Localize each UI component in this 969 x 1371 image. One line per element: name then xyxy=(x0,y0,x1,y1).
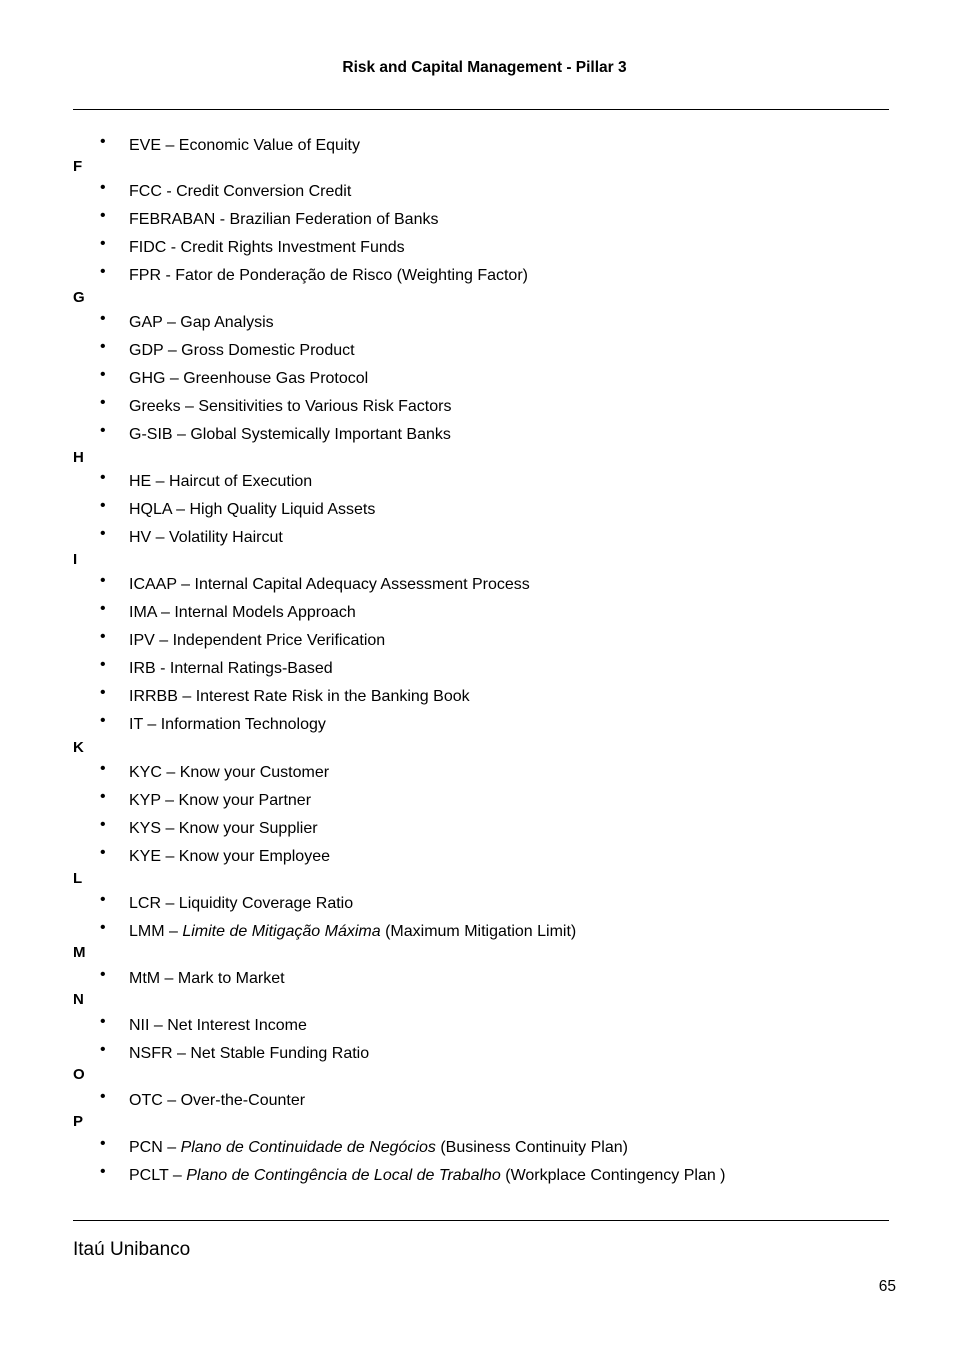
section-letter-h: H xyxy=(73,449,84,466)
bullet-icon: • xyxy=(100,310,106,327)
list-item-text: GHG – Greenhouse Gas Protocol xyxy=(129,370,369,387)
section-letter-k: K xyxy=(73,739,84,756)
page-number: 65 xyxy=(878,1278,896,1295)
bullet-icon: • xyxy=(100,628,106,645)
bullet-icon: • xyxy=(100,179,106,196)
list-item-text: GDP – Gross Domestic Product xyxy=(129,342,355,359)
list-item-text: IMA – Internal Models Approach xyxy=(129,604,356,621)
list-item-text: LCR – Liquidity Coverage Ratio xyxy=(129,895,354,912)
list-item-text: KYE – Know your Employee xyxy=(129,848,330,865)
list-item-text: NSFR – Net Stable Funding Ratio xyxy=(129,1045,370,1062)
bullet-icon: • xyxy=(100,338,106,355)
bullet-icon: • xyxy=(100,816,106,833)
bullet-icon: • xyxy=(100,1041,106,1058)
bullet-icon: • xyxy=(100,760,106,777)
list-item-text: MtM – Mark to Market xyxy=(129,970,285,987)
page-header-title: Risk and Capital Management - Pillar 3 xyxy=(342,59,627,76)
section-letter-l: L xyxy=(73,870,83,887)
bullet-icon: • xyxy=(100,422,106,439)
bullet-icon: • xyxy=(100,133,106,150)
term-portuguese: Plano de Continuidade de Negócios xyxy=(180,1139,436,1156)
term-english: (Workplace Contingency Plan ) xyxy=(500,1167,726,1184)
list-item-text: FCC - Credit Conversion Credit xyxy=(129,183,352,200)
list-item-text: FIDC - Credit Rights Investment Funds xyxy=(129,239,405,256)
term-english: (Business Continuity Plan) xyxy=(435,1139,628,1156)
list-item-text xyxy=(129,1166,726,1186)
section-letter-f: F xyxy=(73,158,83,175)
bullet-icon: • xyxy=(100,919,106,936)
list-item-text: HQLA – High Quality Liquid Assets xyxy=(129,501,376,518)
list-item-text: IRB - Internal Ratings-Based xyxy=(129,660,333,677)
bullet-icon: • xyxy=(100,1088,106,1105)
section-letter-m: M xyxy=(73,944,86,961)
bullet-icon: • xyxy=(100,712,106,729)
header-divider xyxy=(73,109,889,110)
list-item-text: FEBRABAN - Brazilian Federation of Banks xyxy=(129,211,439,228)
footer-brand: Itaú Unibanco xyxy=(73,1239,191,1260)
section-letter-i: I xyxy=(73,551,78,568)
bullet-icon: • xyxy=(100,366,106,383)
bullet-icon: • xyxy=(100,966,106,983)
bullet-icon: • xyxy=(100,207,106,224)
list-item-text: EVE – Economic Value of Equity xyxy=(129,137,360,154)
bullet-icon: • xyxy=(100,1013,106,1030)
list-item-text: IPV – Independent Price Verification xyxy=(129,632,386,649)
list-item-text: HE – Haircut of Execution xyxy=(129,473,313,490)
bullet-icon: • xyxy=(100,1163,106,1180)
bullet-icon: • xyxy=(100,656,106,673)
list-item-text: HV – Volatility Haircut xyxy=(129,529,283,546)
bullet-icon: • xyxy=(100,600,106,617)
term-english: (Maximum Mitigation Limit) xyxy=(380,923,577,940)
term-portuguese: Limite de Mitigação Máxima xyxy=(182,923,381,940)
term-abbreviation: LMM – xyxy=(129,923,183,940)
bullet-icon: • xyxy=(100,572,106,589)
bullet-icon: • xyxy=(100,263,106,280)
term-portuguese: Plano de Contingência de Local de Trabalho xyxy=(186,1167,501,1184)
section-letter-g: G xyxy=(73,289,85,306)
footer-divider xyxy=(73,1220,889,1221)
bullet-icon: • xyxy=(100,469,106,486)
term-abbreviation: PCN – xyxy=(129,1139,181,1156)
bullet-icon: • xyxy=(100,525,106,542)
bullet-icon: • xyxy=(100,684,106,701)
bullet-icon: • xyxy=(100,1135,106,1152)
list-item-text: IT – Information Technology xyxy=(129,716,326,733)
list-item-text: NII – Net Interest Income xyxy=(129,1017,307,1034)
list-item-text: KYC – Know your Customer xyxy=(129,764,330,781)
list-item-text: Greeks – Sensitivities to Various Risk Factors xyxy=(129,398,452,415)
list-item-text: GAP – Gap Analysis xyxy=(129,314,274,331)
bullet-icon: • xyxy=(100,235,106,252)
section-letter-p: P xyxy=(73,1113,84,1130)
list-item-text: ICAAP – Internal Capital Adequacy Assessment Process xyxy=(129,576,530,593)
list-item-text xyxy=(129,922,576,942)
list-item-text: OTC – Over-the-Counter xyxy=(129,1092,306,1109)
list-item-text: G-SIB – Global Systemically Important Banks xyxy=(129,426,451,443)
bullet-icon: • xyxy=(100,394,106,411)
list-item-text: FPR - Fator de Ponderação de Risco (Weighting Factor) xyxy=(129,267,528,284)
section-letter-n: N xyxy=(73,991,84,1008)
bullet-icon: • xyxy=(100,497,106,514)
list-item-text: IRRBB – Interest Rate Risk in the Banking Book xyxy=(129,688,470,705)
bullet-icon: • xyxy=(100,891,106,908)
list-item-text: KYP – Know your Partner xyxy=(129,792,312,809)
list-item-text: KYS – Know your Supplier xyxy=(129,820,318,837)
list-item-text xyxy=(129,1138,628,1158)
bullet-icon: • xyxy=(100,844,106,861)
section-letter-o: O xyxy=(73,1066,85,1083)
bullet-icon: • xyxy=(100,788,106,805)
term-abbreviation: PCLT – xyxy=(129,1167,187,1184)
